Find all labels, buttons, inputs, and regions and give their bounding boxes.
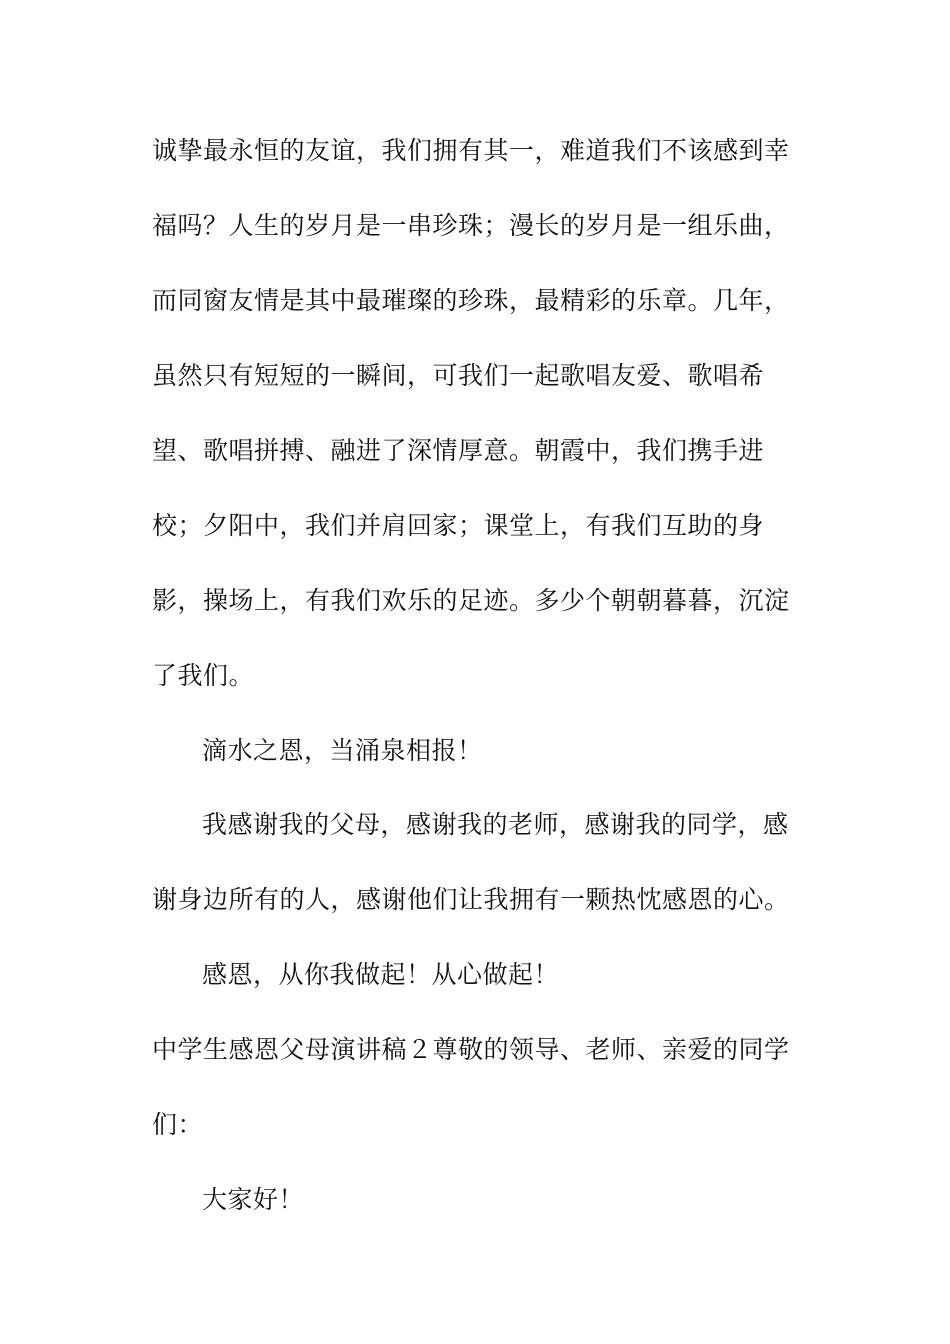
greeting-line: 大家好！: [202, 1185, 305, 1214]
paragraph-line: 们：: [152, 1110, 204, 1139]
paragraph-line: 望、歌唱拼搏、融进了深情厚意。朝霞中，我们携手进: [152, 436, 765, 465]
paragraph-line: 我感谢我的父母，感谢我的老师，感谢我的同学，感: [202, 810, 789, 839]
paragraph-line: 谢身边所有的人，感谢他们让我拥有一颗热忱感恩的心。: [152, 885, 790, 914]
paragraph-line: 诚挚最永恒的友谊，我们拥有其一，难道我们不该感到幸: [152, 136, 790, 165]
paragraph-line: 滴水之恩，当涌泉相报！: [202, 736, 483, 765]
paragraph-line: 了我们。: [152, 661, 255, 690]
paragraph-line: 影，操场上，有我们欢乐的足迹。多少个朝朝暮暮，沉淀: [152, 586, 790, 615]
paragraph-line: 感恩，从你我做起！从心做起！: [202, 960, 560, 989]
paragraph-line: 校；夕阳中，我们并肩回家；课堂上，有我们互助的身: [152, 511, 765, 540]
heading-line: 中学生感恩父母演讲稿２尊敬的领导、老师、亲爱的同学: [152, 1035, 790, 1064]
paragraph-line: 福吗？人生的岁月是一串珍珠；漫长的岁月是一组乐曲，: [152, 211, 790, 240]
paragraph-line: 虽然只有短短的一瞬间，可我们一起歌唱友爱、歌唱希: [152, 361, 765, 390]
paragraph-line: 而同窗友情是其中最璀璨的珍珠，最精彩的乐章。几年，: [152, 286, 790, 315]
